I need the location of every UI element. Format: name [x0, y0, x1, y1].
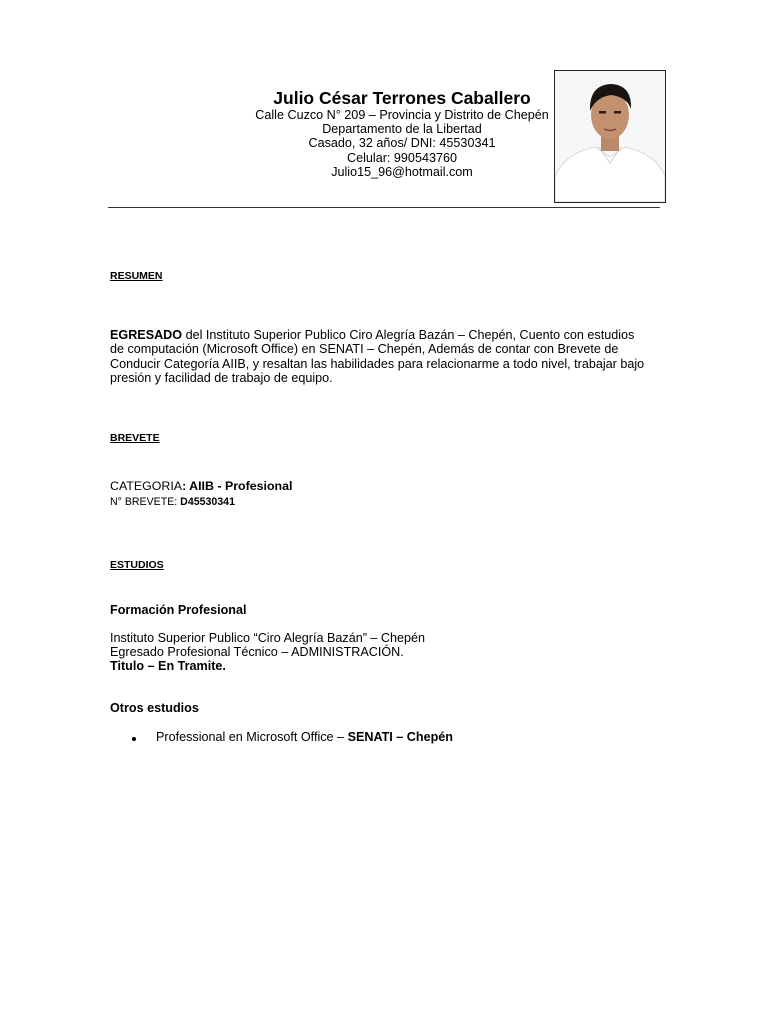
department-line: Departamento de la Libertad: [322, 122, 482, 137]
otros-estudios-title: Otros estudios: [110, 701, 199, 715]
egresado-bold: EGRESADO: [110, 328, 183, 342]
instituto-line: Instituto Superior Publico “Ciro Alegría Bazán” – Chepén: [110, 631, 426, 645]
brevete-number-label: N° BREVETE:: [110, 496, 181, 508]
profile-photo: [554, 70, 666, 203]
brevete-number-line: [110, 495, 235, 509]
categoria-label: CATEGORIA: [110, 479, 183, 493]
egresado-line: Egresado Profesional Técnico – ADMINISTRACIÓN.: [110, 645, 404, 659]
resumen-paragraph: [110, 328, 662, 385]
formacion-title: Formación Profesional: [110, 603, 247, 617]
header-divider: [108, 207, 660, 208]
email-line: Julio15_96@hotmail.com: [331, 164, 473, 179]
phone-line: Celular: 990543760: [347, 150, 457, 165]
otros-estudios-item: [156, 730, 453, 744]
resumen-line-4: presión y facilidad de trabajo de equipo.: [110, 370, 333, 385]
brevete-number-value: D45530341: [180, 496, 235, 508]
categoria-value: : AIIB - Profesional: [182, 479, 293, 493]
categoria-line: [110, 479, 292, 493]
header-block: [230, 88, 574, 179]
senati-text: SENATI – Chepén: [347, 730, 453, 744]
resumen-line-1: del Instituto Superior Publico Ciro Alegría Bazán – Chepén, Cuento con estudios: [182, 328, 635, 342]
person-portrait-icon: [555, 71, 665, 202]
resumen-heading: RESUMEN: [110, 270, 163, 282]
estudios-heading: ESTUDIOS: [110, 559, 164, 571]
office-course-text: Professional en Microsoft Office –: [156, 730, 348, 744]
bullet-icon: [132, 737, 136, 741]
address-line: Calle Cuzco N° 209 – Provincia y Distrito de Chepén: [255, 108, 549, 122]
resumen-line-2: de computación (Microsoft Office) en SENATI – Chepén, Además de contar con Brevete de: [110, 342, 619, 357]
titulo-line: Titulo – En Tramite.: [110, 659, 226, 673]
candidate-name: Julio César Terrones Caballero: [273, 88, 531, 108]
resumen-line-3: Conducir Categoría AIIB, y resaltan las habilidades para relacionarme a todo nivel, trabajar bajo: [110, 356, 645, 371]
brevete-heading: BREVETE: [110, 432, 160, 444]
civil-status-line: Casado, 32 años/ DNI: 45530341: [308, 136, 496, 151]
